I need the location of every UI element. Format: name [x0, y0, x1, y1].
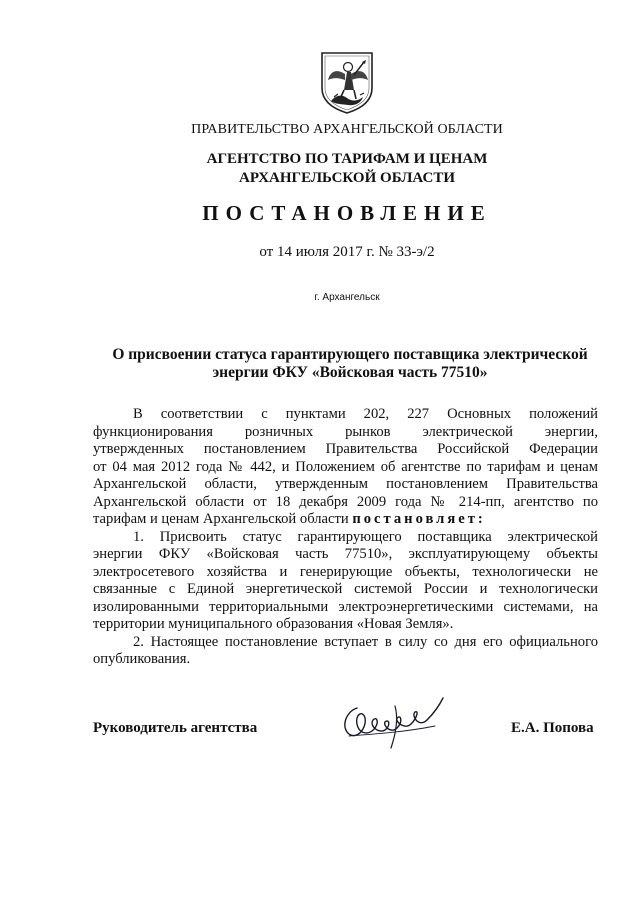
- document-type: ПОСТАНОВЛЕНИЕ: [202, 201, 492, 225]
- preamble-last-line: [93, 511, 598, 529]
- preamble-line: функционирования розничных рынков электрической энергии,: [93, 423, 598, 440]
- item1-line: 1. Присвоить статус гарантирующего поставщика электрической: [133, 528, 598, 545]
- handwritten-signature: [335, 690, 450, 754]
- preamble-line: от 04 мая 2012 года № 442, и Положением об агентстве по тарифам и ценам: [93, 458, 598, 475]
- preamble-line: Архангельской области от 18 декабря 2009 года № 214-пп, агентство по: [93, 493, 598, 510]
- preamble-line: В соответствии с пунктами 202, 227 Основных положений: [133, 406, 598, 422]
- agency-name-line1: АГЕНТСТВО ПО ТАРИФАМ И ЦЕНАМ: [206, 151, 488, 167]
- document-date-number: от 14 июля 2017 г. № 33-э/2: [259, 244, 435, 260]
- item2-last-line: опубликования.: [93, 651, 191, 667]
- item2-line: 2. Настоящее постановление вступает в силу со дня его официального: [133, 633, 598, 650]
- subject-line1: О присвоении статуса гарантирующего поставщика электрической: [112, 346, 588, 363]
- document-body: [93, 406, 598, 669]
- decree-word: постановляет:: [352, 511, 486, 527]
- coat-of-arms-icon: [318, 50, 376, 114]
- signatory-name: Е.А. Попова: [511, 720, 594, 736]
- document-city: г. Архангельск: [314, 292, 380, 303]
- item1-line: связанные с Единой энергетической системой России и технологически: [93, 581, 598, 597]
- item1-last-line: территории муниципального образования «Новая Земля».: [93, 616, 454, 632]
- subject-line2: энергии ФКУ «Войсковая часть 77510»: [212, 364, 488, 381]
- preamble-line: Архангельской области, утвержденным постановлением Правительства: [93, 476, 598, 492]
- preamble-tail: тарифам и ценам Архангельской области: [93, 511, 353, 527]
- government-name: ПРАВИТЕЛЬСТВО АРХАНГЕЛЬСКОЙ ОБЛАСТИ: [191, 122, 503, 137]
- signatory-title: Руководитель агентства: [93, 720, 258, 736]
- item1-line: изолированными территориальными электроэнергетическими системами, на: [93, 598, 598, 615]
- agency-name-line2: АРХАНГЕЛЬСКОЙ ОБЛАСТИ: [239, 170, 455, 186]
- item1-line: энергии ФКУ «Войсковая часть 77510», эксплуатирующему объекты: [93, 546, 598, 562]
- preamble-line: утвержденных постановлением Правительства Российской Федерации: [93, 441, 598, 457]
- item1-line: электросетевого хозяйства и генерирующие объекты, технологически не: [93, 563, 598, 580]
